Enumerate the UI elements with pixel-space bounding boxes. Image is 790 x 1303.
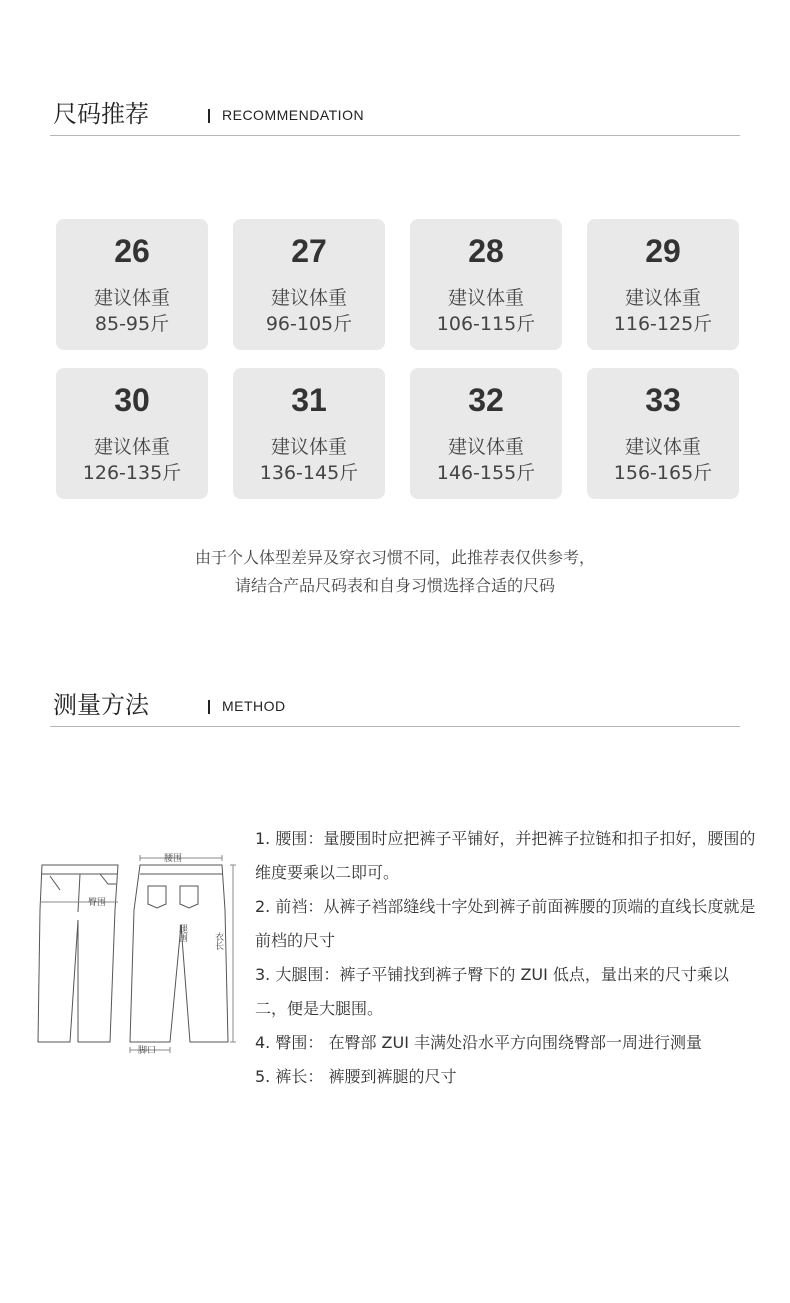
pants-measurement-diagram [30, 850, 240, 1060]
weight-range: 136-145斤 [259, 462, 359, 484]
size-number: 29 [645, 233, 681, 269]
recommendation-title: 尺码推荐 [53, 100, 149, 128]
weight-label: 建议体重 [93, 436, 170, 458]
recommendation-title-en: RECOMMENDATION [222, 107, 365, 123]
size-number: 26 [114, 233, 150, 269]
recommendation-note-line-2: 请结合产品尺码表和自身习惯选择合适的尺码 [234, 576, 555, 595]
size-number: 28 [468, 233, 504, 269]
hem-label: 脚口 [138, 1046, 157, 1056]
back-pants-outline [130, 865, 228, 1042]
size-card [233, 368, 385, 499]
weight-label: 建议体重 [624, 287, 701, 309]
size-card [410, 219, 562, 350]
method-step: 5. 裤长： 裤腰到裤腿的尺寸 [255, 1067, 457, 1086]
recommendation-note-line-1: 由于个人体型差异及穿衣习惯不同，此推荐表仅供参考， [194, 548, 595, 567]
method-step: 2. 前裆：从裤子裆部缝线十字处到裤子前面裤腰的顶端的直线长度就是前档的尺寸 [255, 897, 756, 950]
weight-label: 建议体重 [447, 436, 524, 458]
weight-label: 建议体重 [447, 287, 524, 309]
size-card [410, 368, 562, 499]
waist-label: 腰围 [164, 854, 183, 864]
method-title: 测量方法 [53, 691, 149, 719]
weight-label: 建议体重 [624, 436, 701, 458]
weight-range: 126-135斤 [82, 462, 182, 484]
title-divider [208, 109, 210, 123]
size-number: 32 [468, 382, 504, 418]
title-divider [208, 700, 210, 714]
thigh-label: 腿围 [177, 924, 187, 942]
size-number: 27 [291, 233, 327, 269]
size-number: 33 [645, 382, 681, 418]
size-number: 30 [114, 382, 150, 418]
recommendation-header [50, 95, 740, 136]
method-header [50, 686, 740, 727]
weight-range: 106-115斤 [436, 313, 536, 335]
weight-label: 建议体重 [93, 287, 170, 309]
method-step: 1. 腰围：量腰围时应把裤子平铺好，并把裤子拉链和扣子扣好，腰围的维度要乘以二即可。 [255, 829, 756, 882]
weight-range: 116-125斤 [613, 313, 713, 335]
weight-range: 156-165斤 [613, 462, 713, 484]
front-pants-outline [38, 865, 118, 1042]
size-card [56, 219, 208, 350]
size-card [587, 219, 739, 350]
method-step: 4. 臀围： 在臀部 ZUI 丰满处沿水平方向围绕臀部一周进行测量 [255, 1033, 703, 1052]
method-steps [255, 822, 760, 1094]
size-card [233, 219, 385, 350]
weight-range: 96-105斤 [265, 313, 353, 335]
length-label: 衣长 [213, 932, 223, 950]
hip-label: 臀围 [88, 898, 107, 908]
size-card [587, 368, 739, 499]
weight-label: 建议体重 [270, 287, 347, 309]
weight-range: 146-155斤 [436, 462, 536, 484]
size-card [56, 368, 208, 499]
weight-label: 建议体重 [270, 436, 347, 458]
method-step: 3. 大腿围：裤子平铺找到裤子臀下的 ZUI 低点，量出来的尺寸乘以二，便是大腿围。 [255, 965, 729, 1018]
size-number: 31 [291, 382, 327, 418]
weight-range: 85-95斤 [94, 313, 170, 335]
method-title-en: METHOD [222, 698, 286, 714]
